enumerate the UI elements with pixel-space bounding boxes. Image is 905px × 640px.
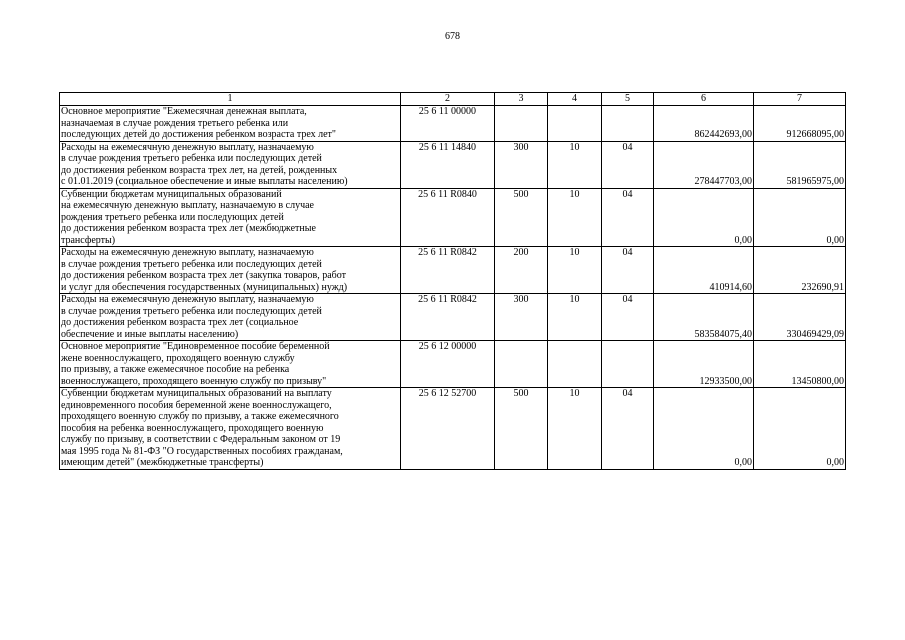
- amount-col6: 0,00: [654, 188, 754, 247]
- amount-col6: 410914,60: [654, 247, 754, 294]
- row-description: [60, 388, 401, 470]
- amount-col7: 0,00: [754, 388, 846, 470]
- amount-col6: 0,00: [654, 388, 754, 470]
- description-line: назначаемая в случае рождения третьего ребенка или: [61, 117, 289, 129]
- section-code: [548, 341, 602, 388]
- amount-col7: 912668095,00: [754, 106, 846, 142]
- subsection-code: 04: [602, 247, 654, 294]
- table-row: [60, 294, 846, 341]
- budget-code: 25 6 11 R0840: [401, 188, 495, 247]
- expense-type-code: [495, 341, 548, 388]
- budget-table: [59, 92, 846, 470]
- section-code: 10: [548, 188, 602, 247]
- expense-type-code: [495, 106, 548, 142]
- description-line: военнослужащего, проходящего военную службу по призыву": [61, 375, 327, 387]
- column-header: 1: [60, 93, 401, 106]
- table-row: [60, 388, 846, 470]
- description-line: с 01.01.2019 (социальное обеспечение и иные выплаты населению): [61, 176, 348, 187]
- table-row: [60, 341, 846, 388]
- row-description: [60, 106, 401, 142]
- column-header: 6: [654, 93, 754, 106]
- table-row: [60, 141, 846, 188]
- subsection-code: [602, 341, 654, 388]
- description-line: единовременного пособия беременной жене военнослужащего,: [61, 399, 332, 411]
- column-header: 3: [495, 93, 548, 106]
- description-line: имеющим детей" (межбюджетные трансферты): [61, 457, 264, 468]
- description-line: Основное мероприятие "Ежемесячная денежная выплата,: [61, 106, 307, 117]
- expense-type-code: 500: [495, 188, 548, 247]
- description-line: в случае рождения третьего ребенка или последующих детей: [61, 305, 322, 317]
- subsection-code: 04: [602, 141, 654, 188]
- description-line: и услуг для обеспечения государственных (муниципальных) нужд): [61, 281, 348, 293]
- table-row: [60, 247, 846, 294]
- description-line: мая 1995 года № 81-ФЗ "О государственных пособиях гражданам,: [61, 445, 343, 457]
- description-line: на ежемесячную денежную выплату, назначаемую в случае: [61, 200, 314, 211]
- description-line: Субвенции бюджетам муниципальных образований на выплату: [61, 388, 332, 399]
- column-header: 5: [602, 93, 654, 106]
- description-line: обеспечение и иные выплаты населению): [61, 328, 239, 340]
- description-line: до достижения ребенком возраста трех лет (межбюджетные: [61, 223, 316, 234]
- amount-col7: 581965975,00: [754, 141, 846, 188]
- page-number: 678: [445, 31, 460, 42]
- description-line: трансферты): [61, 234, 116, 246]
- amount-col6: 12933500,00: [654, 341, 754, 388]
- column-header: 7: [754, 93, 846, 106]
- expense-type-code: 200: [495, 247, 548, 294]
- amount-col6: 583584075,40: [654, 294, 754, 341]
- subsection-code: 04: [602, 294, 654, 341]
- budget-code: 25 6 12 52700: [401, 388, 495, 470]
- budget-code: 25 6 11 14840: [401, 141, 495, 188]
- section-code: 10: [548, 388, 602, 470]
- section-code: 10: [548, 294, 602, 341]
- description-line: в случае рождения третьего ребенка или последующих детей: [61, 258, 322, 270]
- description-line: до достижения ребенком возраста трех лет, на детей, рожденных: [61, 164, 338, 176]
- description-line: Расходы на ежемесячную денежную выплату, назначаемую: [61, 247, 314, 258]
- expense-type-code: 300: [495, 141, 548, 188]
- row-description: [60, 341, 401, 388]
- description-line: Расходы на ежемесячную денежную выплату, назначаемую: [61, 141, 314, 153]
- amount-col7: 232690,91: [754, 247, 846, 294]
- row-description: [60, 247, 401, 294]
- expense-type-code: 300: [495, 294, 548, 341]
- subsection-code: 04: [602, 388, 654, 470]
- description-line: последующих детей до достижения ребенком возраста трех лет": [61, 129, 336, 140]
- table-row: [60, 106, 846, 142]
- column-header: 4: [548, 93, 602, 106]
- amount-col7: 13450800,00: [754, 341, 846, 388]
- column-header: 2: [401, 93, 495, 106]
- description-line: в случае рождения третьего ребенка или последующих детей: [61, 153, 322, 164]
- row-description: [60, 141, 401, 188]
- row-description: [60, 294, 401, 341]
- section-code: 10: [548, 247, 602, 294]
- budget-code: 25 6 12 00000: [401, 341, 495, 388]
- description-line: проходящего военную службу по призыву, а также ежемесячного: [61, 411, 339, 422]
- description-line: жене военнослужащего, проходящего военную службу: [61, 352, 295, 364]
- subsection-code: 04: [602, 188, 654, 247]
- description-line: Субвенции бюджетам муниципальных образований: [61, 188, 282, 200]
- amount-col6: 278447703,00: [654, 141, 754, 188]
- description-line: Основное мероприятие "Единовременное пособие беременной: [61, 341, 330, 352]
- description-line: по призыву, а также ежемесячное пособие на ребенка: [61, 364, 290, 375]
- description-line: Расходы на ежемесячную денежную выплату, назначаемую: [61, 294, 314, 305]
- table-row: [60, 188, 846, 247]
- expense-type-code: 500: [495, 388, 548, 470]
- budget-code: 25 6 11 00000: [401, 106, 495, 142]
- header-row: [60, 93, 846, 106]
- description-line: пособия на ребенка военнослужащего, проходящего военную: [61, 422, 324, 434]
- budget-code: 25 6 11 R0842: [401, 294, 495, 341]
- description-line: до достижения ребенком возраста трех лет (закупка товаров, работ: [61, 270, 346, 281]
- description-line: до достижения ребенком возраста трех лет (социальное: [61, 317, 299, 328]
- subsection-code: [602, 106, 654, 142]
- amount-col6: 862442693,00: [654, 106, 754, 142]
- row-description: [60, 188, 401, 247]
- section-code: [548, 106, 602, 142]
- description-line: службу по призыву, в соответствии с Федеральным законом от 19: [61, 434, 341, 445]
- amount-col7: 0,00: [754, 188, 846, 247]
- description-line: рождения третьего ребенка или последующих детей: [61, 211, 284, 223]
- section-code: 10: [548, 141, 602, 188]
- amount-col7: 330469429,09: [754, 294, 846, 341]
- budget-code: 25 6 11 R0842: [401, 247, 495, 294]
